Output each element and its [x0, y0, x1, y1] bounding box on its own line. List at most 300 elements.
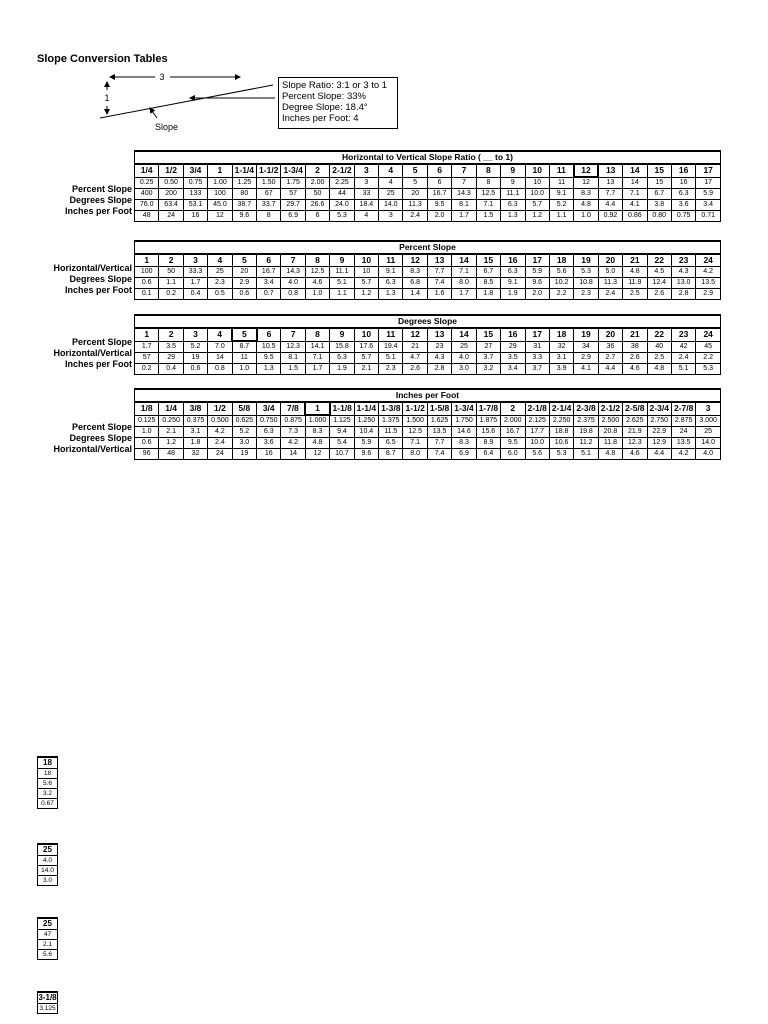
mini-cell: 3.2	[38, 789, 58, 799]
table-cell: 10.7	[330, 449, 354, 460]
table-cell: 3.8	[647, 200, 671, 211]
table-cell: 13.5	[427, 427, 451, 438]
column-header: 1/2	[208, 402, 232, 415]
table-ipf	[134, 388, 721, 460]
table-cell: 4.0	[281, 278, 305, 289]
row-labels	[65, 184, 132, 217]
table-cell: 33.3	[183, 267, 207, 278]
table-cell: 2.3	[379, 364, 403, 375]
table-cell: 5.9	[696, 189, 721, 200]
column-header: 1	[305, 402, 329, 415]
table-cell: 10.6	[549, 438, 573, 449]
table-cell: 5	[403, 177, 427, 189]
table-cell: 4.4	[598, 364, 622, 375]
table-cell: 6.7	[647, 189, 671, 200]
table-cell: 1.375	[379, 415, 403, 427]
table-cell: 5.3	[330, 211, 354, 222]
column-header: 11	[379, 328, 403, 341]
table-cell: 9.1	[549, 189, 573, 200]
table-cell: 6.9	[452, 449, 476, 460]
table-cell: 100	[208, 189, 232, 200]
slope-label: Slope	[155, 122, 179, 132]
column-header: 1	[208, 164, 232, 177]
table-cell: 4.5	[647, 267, 671, 278]
table-cell: 3.7	[476, 353, 500, 364]
table-cell: 2.0	[525, 289, 549, 300]
table-cell: 19.8	[574, 427, 598, 438]
table-cell: 11	[549, 177, 573, 189]
table-cell: 14	[623, 177, 647, 189]
column-header: 2-7/8	[671, 402, 695, 415]
table-cell: 5.1	[330, 278, 354, 289]
table-cell: 4.6	[305, 278, 329, 289]
column-header: 5/8	[232, 402, 256, 415]
table-cell: 1.625	[427, 415, 451, 427]
table-cell: 0.75	[183, 177, 207, 189]
column-header: 2	[305, 164, 329, 177]
table-cell: 24	[671, 427, 695, 438]
column-header: 1-1/8	[330, 402, 354, 415]
table-cell: 5.1	[379, 353, 403, 364]
table-cell: 3.9	[549, 364, 573, 375]
table-cell: 2.625	[623, 415, 647, 427]
mini-header: 3-1/8	[38, 993, 57, 1002]
table-cell: 3.7	[525, 364, 549, 375]
table-cell: 1.7	[452, 289, 476, 300]
table-cell: 20	[232, 267, 256, 278]
table-cell: 8.5	[476, 278, 500, 289]
table-cell: 9	[501, 177, 525, 189]
table-cell: 2.4	[208, 438, 232, 449]
column-header: 3/4	[257, 402, 281, 415]
mini-header: 18	[38, 757, 58, 769]
table-cell: 7.1	[476, 200, 500, 211]
column-header: 8	[305, 328, 329, 341]
table-row	[135, 189, 721, 200]
table-cell: 9.1	[501, 278, 525, 289]
table-cell: 2.0	[427, 211, 451, 222]
column-header: 14	[452, 254, 476, 267]
table-cell: 29	[501, 341, 525, 353]
table-cell: 6.3	[257, 427, 281, 438]
table-cell: 1.875	[476, 415, 500, 427]
table-cell: 4.8	[623, 267, 647, 278]
table-cell: 12.9	[647, 438, 671, 449]
table-cell: 2.5	[623, 289, 647, 300]
table-cell: 2.6	[647, 289, 671, 300]
table-cell: 7.1	[305, 353, 329, 364]
column-header: 9	[330, 254, 354, 267]
table-cell: 25	[379, 189, 403, 200]
table-cell: 0.250	[159, 415, 183, 427]
table-cell: 1.3	[257, 364, 281, 375]
mini-cell: 5.6	[38, 779, 58, 789]
table-cell: 1.00	[208, 177, 232, 189]
row-label: Inches per Foot	[64, 206, 132, 216]
mini-cell: 47	[38, 930, 58, 940]
table-cell: 1.750	[452, 415, 476, 427]
table-cell: 0.75	[671, 211, 695, 222]
mini-cell: 2.1	[38, 940, 58, 950]
mini-header: 25	[38, 918, 58, 930]
table-cell: 7.1	[403, 438, 427, 449]
table-cell: 2.4	[403, 211, 427, 222]
table-cell: 15	[647, 177, 671, 189]
column-header: 18	[549, 328, 573, 341]
table-cell: 2.9	[574, 353, 598, 364]
slope-line	[100, 85, 273, 118]
table-cell: 3.1	[549, 353, 573, 364]
table-cell: 25	[696, 427, 721, 438]
column-header: 14	[623, 164, 647, 177]
table-cell: 10	[525, 177, 549, 189]
table-cell: 0.2	[135, 364, 159, 375]
table-cell: 3.4	[696, 200, 721, 211]
table-cell: 11.3	[598, 278, 622, 289]
table-cell: 2.750	[647, 415, 671, 427]
table-row	[135, 211, 721, 222]
table-cell: 0.500	[208, 415, 232, 427]
mini-cell: 3.0	[38, 876, 58, 886]
column-header: 23	[671, 328, 695, 341]
column-header: 7/8	[281, 402, 305, 415]
table-cell: 6	[305, 211, 329, 222]
table-cell: 6.9	[281, 211, 305, 222]
column-header: 1/2	[159, 164, 183, 177]
table-cell: 3.4	[501, 364, 525, 375]
table-cell: 5.7	[354, 353, 378, 364]
table-cell: 7	[452, 177, 476, 189]
column-header: 15	[476, 254, 500, 267]
table-cell: 45.0	[208, 200, 232, 211]
table-cell: 7.4	[427, 278, 451, 289]
column-header: 8	[305, 254, 329, 267]
table-cell: 0.7	[257, 289, 281, 300]
table-cell: 0.125	[135, 415, 159, 427]
column-header: 2-1/4	[549, 402, 573, 415]
table-cell: 4.0	[696, 449, 721, 460]
table-cell: 10.5	[257, 341, 281, 353]
table-row	[135, 267, 721, 278]
table-cell: 2.1	[354, 364, 378, 375]
table-cell: 24	[159, 211, 183, 222]
column-header: 9	[501, 164, 525, 177]
column-header: 13	[427, 328, 451, 341]
mini-cell: 3.125	[39, 1005, 56, 1012]
table-cell: 3.3	[525, 353, 549, 364]
table-cell: 4	[354, 211, 378, 222]
table-cell: 4.6	[623, 364, 647, 375]
table-cell: 5.3	[696, 364, 721, 375]
table-row	[135, 200, 721, 211]
table-cell: 8.9	[476, 438, 500, 449]
table-cell: 3	[379, 211, 403, 222]
table-cell: 1.3	[379, 289, 403, 300]
column-header: 12	[403, 328, 427, 341]
mini-cell: 5.6	[38, 950, 58, 960]
column-header: 2	[501, 402, 525, 415]
table-cell: 5.3	[574, 267, 598, 278]
table-cell: 11.1	[330, 267, 354, 278]
table-cell: 10.0	[525, 438, 549, 449]
column-header: 3	[183, 254, 207, 267]
column-header: 17	[696, 164, 721, 177]
table-cell: 4.2	[208, 427, 232, 438]
column-header: 2	[159, 328, 183, 341]
table-cell: 8.1	[281, 353, 305, 364]
mini-table	[37, 843, 58, 886]
table-cell: 2.000	[501, 415, 525, 427]
table-cell: 67	[257, 189, 281, 200]
table-cell: 0.6	[135, 278, 159, 289]
column-header: 24	[696, 328, 721, 341]
table-cell: 2.4	[671, 353, 695, 364]
column-header: 16	[671, 164, 695, 177]
table-cell: 8.7	[232, 341, 256, 353]
row-label: Inches per Foot	[64, 359, 132, 369]
run-label: 3	[159, 72, 165, 82]
table-cell: 6.7	[476, 267, 500, 278]
rise-label: 1	[104, 93, 110, 103]
table-cell: 19	[232, 449, 256, 460]
table-cell: 12	[305, 449, 329, 460]
table-cell: 1.0	[135, 427, 159, 438]
table-cell: 0.4	[159, 364, 183, 375]
column-header: 22	[647, 328, 671, 341]
table-cell: 13	[598, 177, 622, 189]
row-labels	[53, 422, 132, 455]
table-cell: 14.3	[281, 267, 305, 278]
table-cell: 4.7	[403, 353, 427, 364]
table-cell: 29	[159, 353, 183, 364]
mini-cell: 4.0	[38, 856, 58, 866]
table-cell: 12.4	[647, 278, 671, 289]
column-header: 15	[647, 164, 671, 177]
table-cell: 5.2	[549, 200, 573, 211]
column-header: 3/8	[183, 402, 207, 415]
mini-cell: 0.67	[38, 799, 58, 809]
table-cell: 3.0	[232, 438, 256, 449]
table-cell: 4.1	[623, 200, 647, 211]
table-cell: 1.500	[403, 415, 427, 427]
table-cell: 63.4	[159, 200, 183, 211]
table-cell: 3.5	[501, 353, 525, 364]
column-header: 19	[574, 254, 598, 267]
table-cell: 5.1	[574, 449, 598, 460]
table-cell: 20	[403, 189, 427, 200]
table-cell: 7.3	[281, 427, 305, 438]
column-header: 2-3/8	[574, 402, 598, 415]
table-cell: 3.5	[159, 341, 183, 353]
table-cell: 9.6	[525, 278, 549, 289]
table-cell: 0.5	[208, 289, 232, 300]
table-cell: 38.7	[232, 200, 256, 211]
table-cell: 7.0	[208, 341, 232, 353]
table-header: Degrees Slope	[135, 315, 721, 328]
column-header: 10	[354, 254, 378, 267]
table-cell: 25	[208, 267, 232, 278]
table-cell: 4.4	[598, 200, 622, 211]
table-cell: 3.2	[476, 364, 500, 375]
table-cell: 11.9	[623, 278, 647, 289]
table-cell: 22.9	[647, 427, 671, 438]
column-header: 1-1/2	[257, 164, 281, 177]
column-header: 3	[183, 328, 207, 341]
table-cell: 2.125	[525, 415, 549, 427]
table-cell: 1.8	[183, 438, 207, 449]
column-header: 5	[232, 328, 256, 341]
column-header: 7	[281, 254, 305, 267]
table-cell: 5.0	[598, 267, 622, 278]
table-cell: 6.3	[671, 189, 695, 200]
table-cell: 6.4	[476, 449, 500, 460]
table-cell: 5.9	[354, 438, 378, 449]
table-cell: 4.0	[452, 353, 476, 364]
table-cell: 1.5	[476, 211, 500, 222]
table-cell: 40	[647, 341, 671, 353]
column-header: 14	[452, 328, 476, 341]
table-cell: 6.5	[379, 438, 403, 449]
column-header: 1/4	[135, 164, 159, 177]
table-row	[135, 289, 721, 300]
table-row	[135, 449, 721, 460]
table-cell: 1.75	[281, 177, 305, 189]
column-header: 11	[549, 164, 573, 177]
table-cell: 1.1	[330, 289, 354, 300]
table-cell: 6	[427, 177, 451, 189]
table-cell: 53.1	[183, 200, 207, 211]
table-cell: 27	[476, 341, 500, 353]
table-cell: 50	[305, 189, 329, 200]
table-cell: 20.8	[598, 427, 622, 438]
table-cell: 32	[183, 449, 207, 460]
table-cell: 2.500	[598, 415, 622, 427]
table-cell: 21.9	[623, 427, 647, 438]
table-cell: 4.3	[671, 267, 695, 278]
column-header: 2-1/8	[525, 402, 549, 415]
table-cell: 400	[135, 189, 159, 200]
table-cell: 7.7	[427, 267, 451, 278]
slope-pointer	[150, 108, 157, 118]
column-header: 11	[379, 254, 403, 267]
table-cell: 6.0	[501, 449, 525, 460]
mini-cell: 18	[38, 769, 58, 779]
infobox-line: Degree Slope: 18.4°	[282, 102, 368, 113]
infobox-line: Slope Ratio: 3:1 or 3 to 1	[282, 80, 388, 91]
column-header: 6	[427, 164, 451, 177]
table-cell: 33	[354, 189, 378, 200]
table-cell: 42	[671, 341, 695, 353]
table-cell: 0.6	[232, 289, 256, 300]
table-cell: 7.7	[598, 189, 622, 200]
table-cell: 2.875	[671, 415, 695, 427]
table-cell: 2.9	[696, 289, 721, 300]
table-cell: 12.5	[305, 267, 329, 278]
table-cell: 100	[135, 267, 159, 278]
table-cell: 34	[574, 341, 598, 353]
table-cell: 1.7	[305, 364, 329, 375]
column-header: 13	[427, 254, 451, 267]
infobox-line: Inches per Foot: 4	[282, 113, 359, 124]
table-cell: 48	[159, 449, 183, 460]
table-cell: 14.0	[379, 200, 403, 211]
column-header: 1-7/8	[476, 402, 500, 415]
table-cell: 1.2	[525, 211, 549, 222]
column-header: 2-1/2	[598, 402, 622, 415]
table-cell: 1.7	[452, 211, 476, 222]
table-cell: 5.2	[183, 341, 207, 353]
table-cell: 57	[281, 189, 305, 200]
column-header: 8	[476, 164, 500, 177]
table-cell: 10.4	[354, 427, 378, 438]
column-header: 1-1/2	[403, 402, 427, 415]
table-cell: 96	[135, 449, 159, 460]
mini-table	[37, 991, 58, 1014]
column-header: 17	[525, 254, 549, 267]
table-cell: 11.8	[598, 438, 622, 449]
table-cell: 32	[549, 341, 573, 353]
table-cell: 4.3	[427, 353, 451, 364]
table-cell: 1.6	[427, 289, 451, 300]
table-cell: 8.3	[574, 189, 598, 200]
table-cell: 9.5	[257, 353, 281, 364]
row-label: Horizontal/Vertical	[53, 444, 132, 454]
row-label: Inches per Foot	[64, 285, 132, 295]
table-cell: 11.1	[501, 189, 525, 200]
table-row	[135, 427, 721, 438]
row-labels	[53, 337, 132, 370]
row-label: Horizontal/Vertical	[53, 263, 132, 273]
table-cell: 14.6	[452, 427, 476, 438]
table-cell: 2.3	[208, 278, 232, 289]
table-cell: 24	[208, 449, 232, 460]
table-cell: 76.0	[135, 200, 159, 211]
table-cell: 5.3	[549, 449, 573, 460]
table-cell: 2.2	[549, 289, 573, 300]
column-header: 1-1/4	[232, 164, 256, 177]
slope-diagram	[95, 66, 275, 136]
table-cell: 7.4	[427, 449, 451, 460]
table-cell: 2.25	[330, 177, 354, 189]
table-cell: 0.6	[183, 364, 207, 375]
table-cell: 9.4	[330, 427, 354, 438]
table-cell: 36	[598, 341, 622, 353]
column-header: 12	[403, 254, 427, 267]
column-header: 12	[574, 164, 598, 177]
table-cell: 3.1	[183, 427, 207, 438]
column-header: 17	[525, 328, 549, 341]
table-hv	[134, 150, 721, 222]
table-cell: 10.8	[574, 278, 598, 289]
table-cell: 0.71	[696, 211, 721, 222]
column-header: 1-5/8	[427, 402, 451, 415]
table-cell: 7.1	[623, 189, 647, 200]
table-cell: 8	[476, 177, 500, 189]
table-cell: 16.7	[427, 189, 451, 200]
table-cell: 0.8	[281, 289, 305, 300]
mini-cell: 14.0	[38, 866, 58, 876]
table-cell: 2.5	[647, 353, 671, 364]
column-header: 21	[623, 328, 647, 341]
column-header: 24	[696, 254, 721, 267]
column-header: 1-3/8	[379, 402, 403, 415]
table-cell: 5.1	[671, 364, 695, 375]
column-header: 1/4	[159, 402, 183, 415]
table-cell: 6.3	[501, 200, 525, 211]
table-cell: 2.1	[159, 427, 183, 438]
table-cell: 12	[208, 211, 232, 222]
table-cell: 31	[525, 341, 549, 353]
